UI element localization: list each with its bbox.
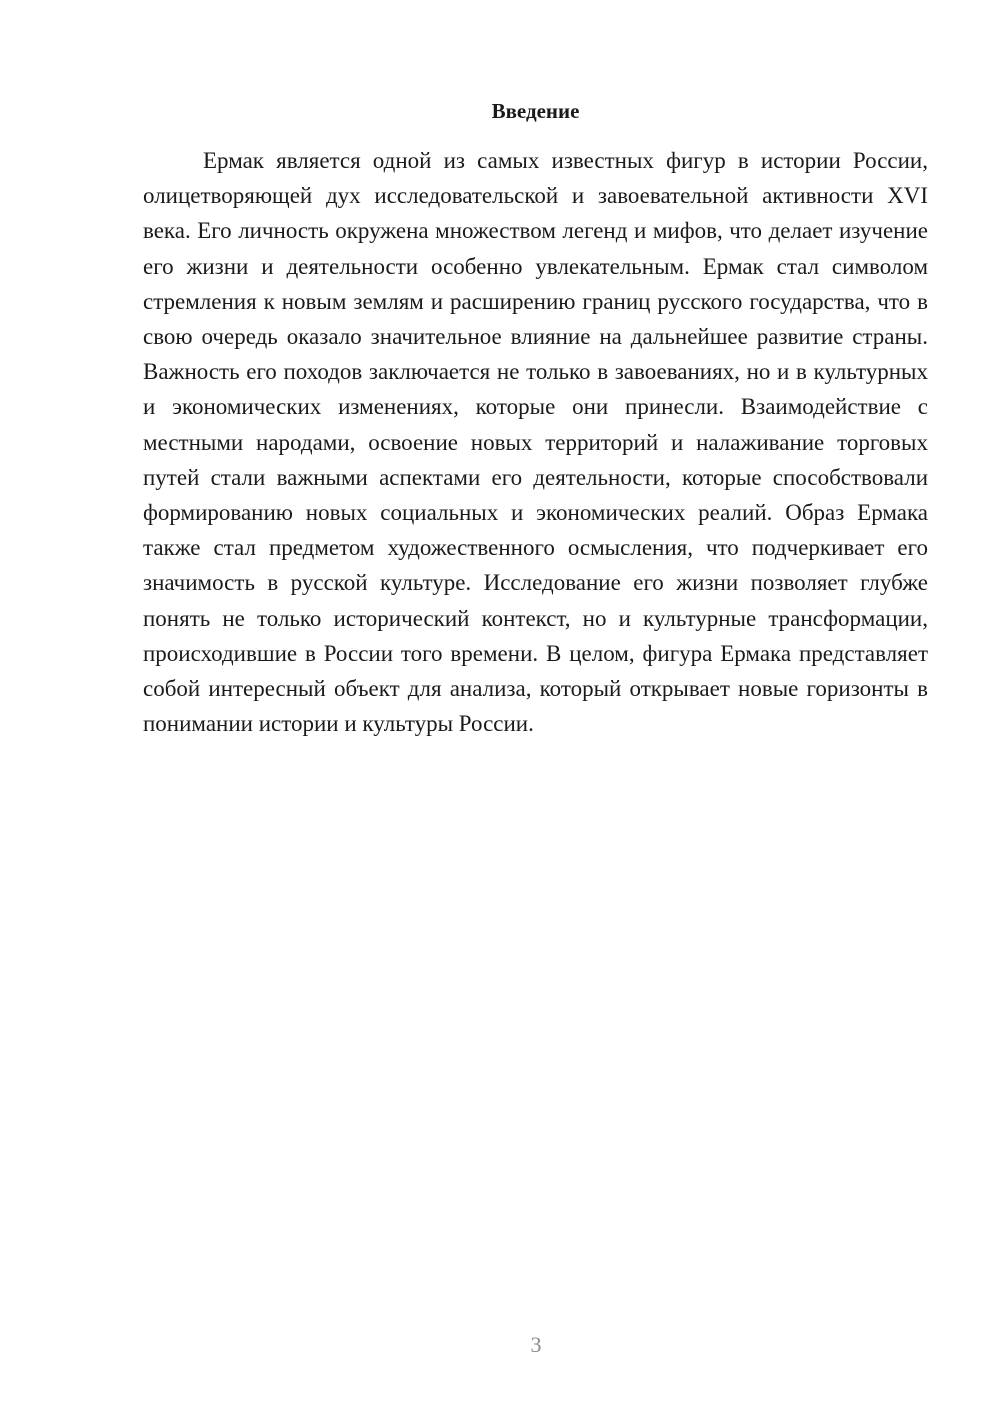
section-heading: Введение (491, 99, 580, 123)
page-number: 3 (530, 1332, 542, 1357)
body-paragraph: Ермак является одной из самых известных фигур в истории России, олицетворяющей дух исследовательской и завоевательной активности XVI века. Его личность окружена множеством легенд и мифов, что делает изучение его жизни и деятельности особенно увлекательным. Ермак стал символом стремления к новым землям и расширению границ русского государства, что в свою очередь оказало значительное влияние на дальнейшее развитие страны. Важность его походов заключается не только в завоеваниях, но и в культурных и экономических изменениях, которые они принесли. Взаимодействие с местными народами, освоение новых территорий и налаживание торговых путей стали важными аспектами его деятельности, которые способствовали формированию новых социальных и экономических реалий. Образ Ермака также стал предметом художественного осмысления, что подчеркивает его значимость в русской культуре. Исследование его жизни позволяет глубже понять не только исторический контекст, но и культурные трансформации, происходившие в России того времени. В целом, фигура Ермака представляет собой интересный объект для анализа, который открывает новые горизонты в понимании истории и культуры России. (143, 148, 928, 737)
